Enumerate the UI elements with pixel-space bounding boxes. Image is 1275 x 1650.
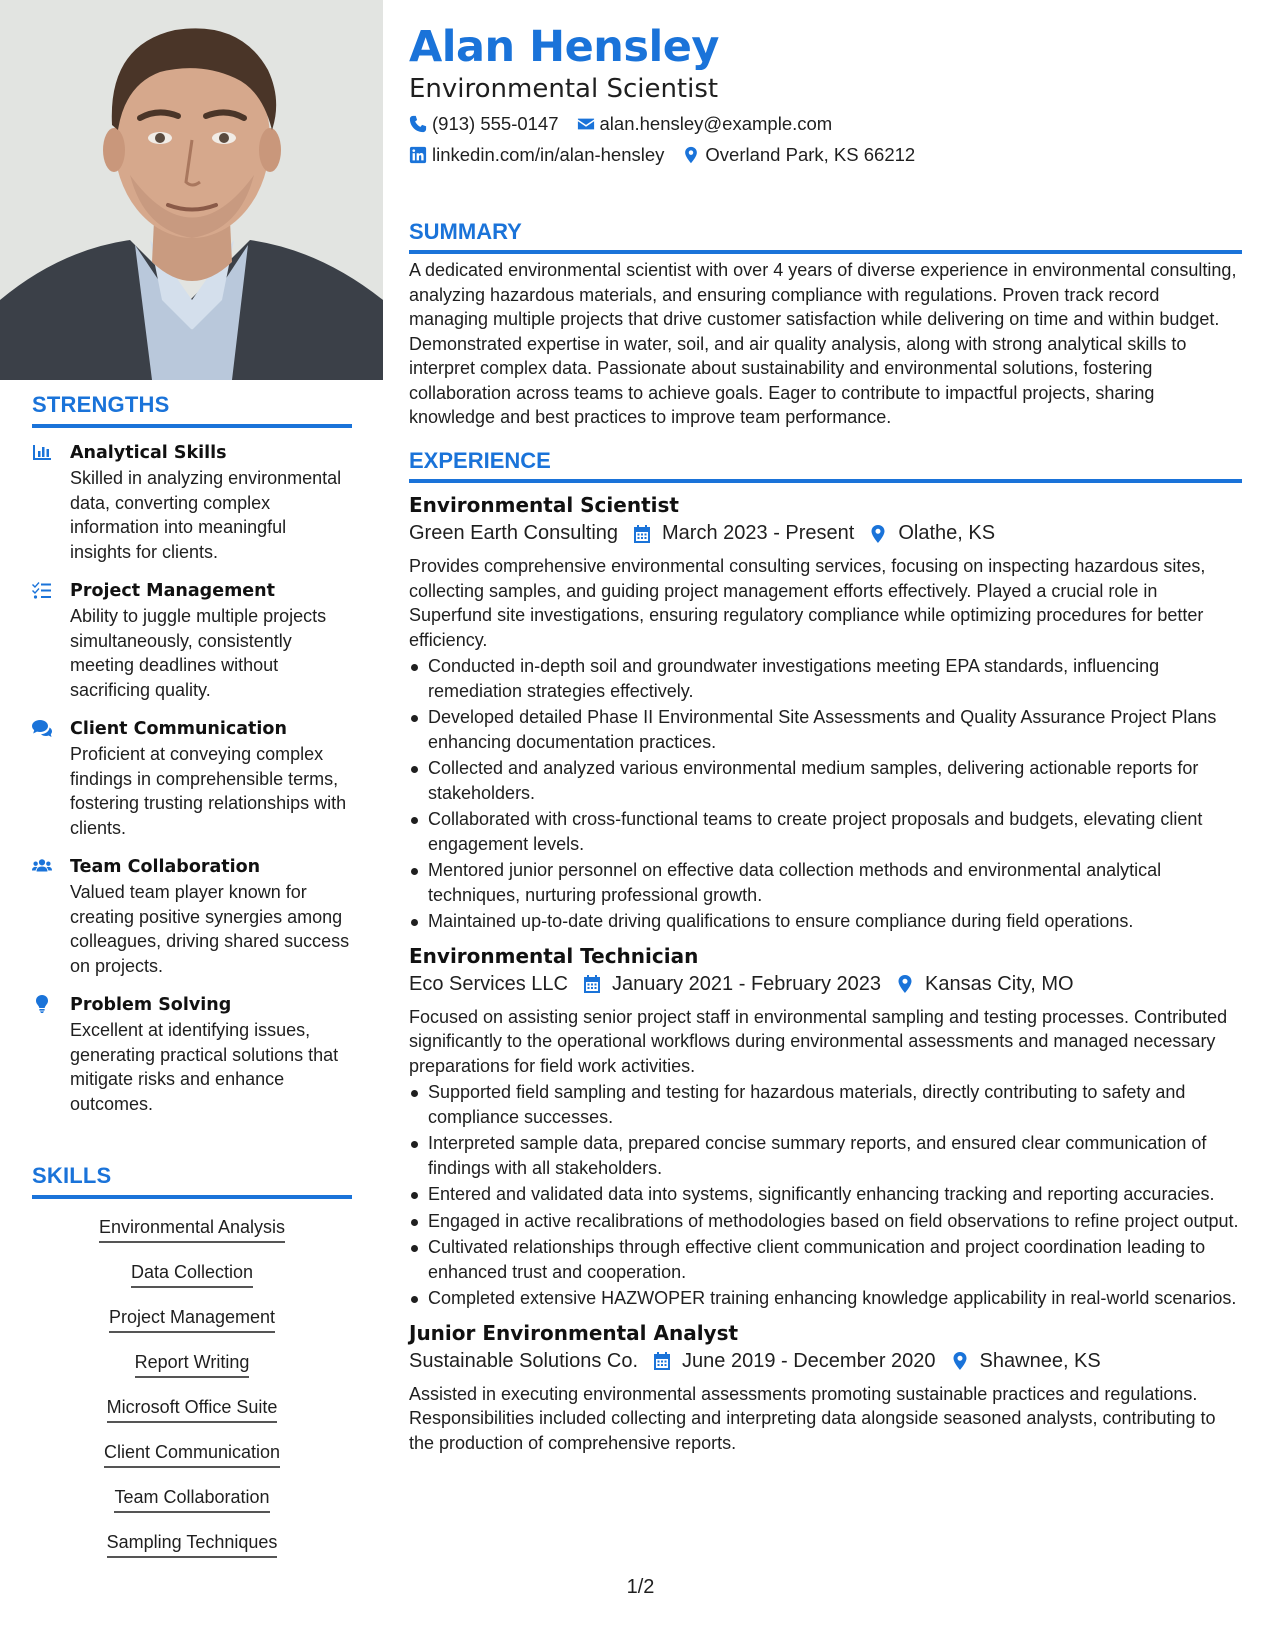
skill-tag: Microsoft Office Suite: [107, 1395, 278, 1423]
job-dates: June 2019 - December 2020: [682, 1349, 936, 1372]
summary-heading: SUMMARY: [409, 219, 1242, 254]
skills-heading: SKILLS: [32, 1163, 352, 1199]
strength-title: Project Management: [70, 581, 275, 601]
calendar-icon: [582, 974, 602, 994]
job-title: Junior Environmental Analyst: [409, 1320, 739, 1345]
job-bullets: [409, 654, 1242, 934]
contact-email: [577, 113, 833, 135]
calendar-icon: [632, 524, 652, 544]
strengths-heading: STRENGTHS: [32, 392, 352, 428]
linkedin-icon: [409, 146, 427, 164]
skills-section: [32, 1163, 352, 1575]
contact-row-1: [409, 113, 850, 135]
map-pin-icon: [682, 146, 700, 164]
left-column: [0, 0, 383, 1650]
bullet-item: Cultivated relationships through effective client communication and project coordination leading to enhanced trust and cooperation.: [409, 1235, 1242, 1284]
strength-desc: Skilled in analyzing environmental data, converting complex information into meaningful insights for clients.: [70, 468, 342, 562]
calendar-icon: [652, 1351, 672, 1371]
strengths-list: [32, 440, 352, 1116]
job-meta: [409, 522, 1242, 545]
map-pin-icon: [950, 1351, 970, 1371]
job-dates: January 2021 - February 2023: [611, 972, 882, 995]
bullet-item: Maintained up-to-date driving qualifications to ensure compliance during field operations.: [409, 909, 1242, 934]
strength-item: [32, 440, 352, 564]
skill-tag: Environmental Analysis: [99, 1215, 285, 1243]
bullet-item: Collaborated with cross-functional teams to create project proposals and budgets, elevating client engagement levels.: [409, 807, 1242, 856]
job-entry: [409, 944, 1242, 1311]
strength-title: Analytical Skills: [70, 443, 227, 463]
job-title: Environmental Technician: [409, 943, 699, 968]
strength-title: Client Communication: [70, 719, 287, 739]
strength-title: Team Collaboration: [70, 857, 261, 877]
page-number: [0, 1576, 1275, 1599]
experience-heading: EXPERIENCE: [409, 448, 1242, 483]
bullet-item: Collected and analyzed various environmental medium samples, delivering actionable reports for stakeholders.: [409, 756, 1242, 805]
bullet-item: Completed extensive HAZWOPER training enhancing knowledge applicability in real-world scenarios.: [409, 1286, 1242, 1311]
candidate-role: Environmental Scientist: [409, 74, 719, 104]
strength-desc: Proficient at conveying complex findings in comprehensible terms, fostering trusting relationships with clients.: [70, 744, 347, 838]
bullet-item: Developed detailed Phase II Environmental Site Assessments and Quality Assurance Project Plans enhancing documentation practices.: [409, 705, 1242, 754]
strength-title: Problem Solving: [70, 995, 232, 1015]
bullet-item: Entered and validated data into systems, significantly enhancing tracking and reporting accuracies.: [409, 1182, 1242, 1207]
strength-desc: Ability to juggle multiple projects simultaneously, consistently meeting deadlines without sacrificing quality.: [70, 606, 327, 700]
job-meta: [409, 973, 1242, 996]
job-description: Assisted in executing environmental assessments promoting sustainable practices and regulations. Responsibilities included collecting and interpreting data alongside seasoned analysts, contributing to the production of comprehensive reports.: [409, 1383, 1216, 1453]
candidate-name: Alan Hensley: [409, 22, 719, 72]
location-text: Overland Park, KS 66212: [705, 144, 916, 165]
skill-tag: Project Management: [109, 1305, 275, 1333]
skill-tag: Data Collection: [131, 1260, 253, 1288]
strengths-section: [32, 392, 352, 1116]
bullet-item: Supported field sampling and testing for hazardous materials, directly contributing to safety and compliance successes.: [409, 1080, 1242, 1129]
strength-item: [32, 854, 352, 978]
summary-section: [409, 219, 1242, 430]
email-link[interactable]: alan.hensley@example.com: [599, 113, 833, 134]
bullet-item: Interpreted sample data, prepared concise summary reports, and ensured clear communication of findings with all stakeholders.: [409, 1131, 1242, 1180]
chat-icon: [32, 716, 70, 840]
job-location: Shawnee, KS: [979, 1349, 1101, 1372]
job-location: Olathe, KS: [898, 522, 996, 544]
linkedin-link[interactable]: linkedin.com/in/alan-hensley: [432, 144, 665, 165]
job-entry: [409, 493, 1242, 934]
skills-list: [32, 1215, 352, 1575]
strength-desc: Excellent at identifying issues, generating practical solutions that mitigate risks and enhance outcomes.: [70, 1020, 339, 1114]
profile-photo: [0, 0, 383, 380]
job-company: Sustainable Solutions Co.: [409, 1349, 639, 1372]
bullet-item: Engaged in active recalibrations of methodologies based on field observations to refine project output.: [409, 1209, 1242, 1234]
map-pin-icon: [895, 974, 915, 994]
map-pin-icon: [868, 524, 888, 544]
job-description: Focused on assisting senior project staff in environmental sampling and testing processes. Contributed significantly to the operational workflows during environmental assessments and managed necessary preparations for field work activities.: [409, 1006, 1228, 1076]
contact-location: [682, 144, 915, 166]
skill-tag: Team Collaboration: [114, 1485, 269, 1513]
skill-tag: Sampling Techniques: [107, 1530, 278, 1558]
summary-text: A dedicated environmental scientist with over 4 years of diverse experience in environmental consulting, analyzing hazardous materials, and ensuring compliance with regulations. Proven track record managing multiple projects that drive customer satisfaction while delivering on time and within budget. Demonstrated expertise in water, soil, and air quality analysis, along with strong analytical skills to interpret complex data. Passionate about sustainability and environmental solutions, fostering collaboration across teams to achieve goals. Eager to contribute to impactful projects, sharing knowledge and best practices to improve team performance.: [409, 260, 1237, 427]
strength-item: [32, 716, 352, 840]
job-bullets: [409, 1080, 1242, 1311]
job-company: Green Earth Consulting: [409, 522, 619, 544]
contact-row-2: [409, 144, 933, 166]
checklist-icon: [32, 578, 70, 702]
contact-linkedin: [409, 144, 664, 166]
experience-section: [409, 448, 1242, 1455]
job-company: Eco Services LLC: [409, 972, 568, 995]
job-description: Provides comprehensive environmental consulting services, focusing on inspecting hazardous sites, collecting samples, and guiding project management efforts effectively. Played a crucial role in Superfund site investigations, ensuring regulatory compliance while optimizing procedures for better efficiency.: [409, 556, 1206, 650]
phone-icon: [409, 115, 427, 133]
job-entry: [409, 1321, 1242, 1456]
job-location: Kansas City, MO: [925, 972, 1074, 995]
strength-desc: Valued team player known for creating positive synergies among colleagues, driving shared success on projects.: [70, 882, 350, 976]
job-title: Environmental Scientist: [409, 493, 679, 517]
envelope-icon: [577, 115, 595, 133]
phone-text[interactable]: (913) 555-0147: [432, 113, 559, 134]
skill-tag: Report Writing: [135, 1350, 250, 1378]
chart-icon: [32, 440, 70, 564]
bullet-item: Mentored junior personnel on effective data collection methods and environmental analytical techniques, nurturing professional growth.: [409, 858, 1242, 907]
page-number-text: 1/2: [626, 1576, 655, 1598]
bullet-item: Conducted in-depth soil and groundwater investigations meeting EPA standards, influencing remediation strategies effectively.: [409, 654, 1242, 703]
skill-tag: Client Communication: [104, 1440, 280, 1468]
job-dates: March 2023 - Present: [662, 522, 855, 544]
contact-phone: [409, 113, 559, 135]
users-icon: [32, 854, 70, 978]
strength-item: [32, 992, 352, 1116]
strength-item: [32, 578, 352, 702]
job-meta: [409, 1350, 1242, 1373]
lightbulb-icon: [32, 992, 70, 1116]
